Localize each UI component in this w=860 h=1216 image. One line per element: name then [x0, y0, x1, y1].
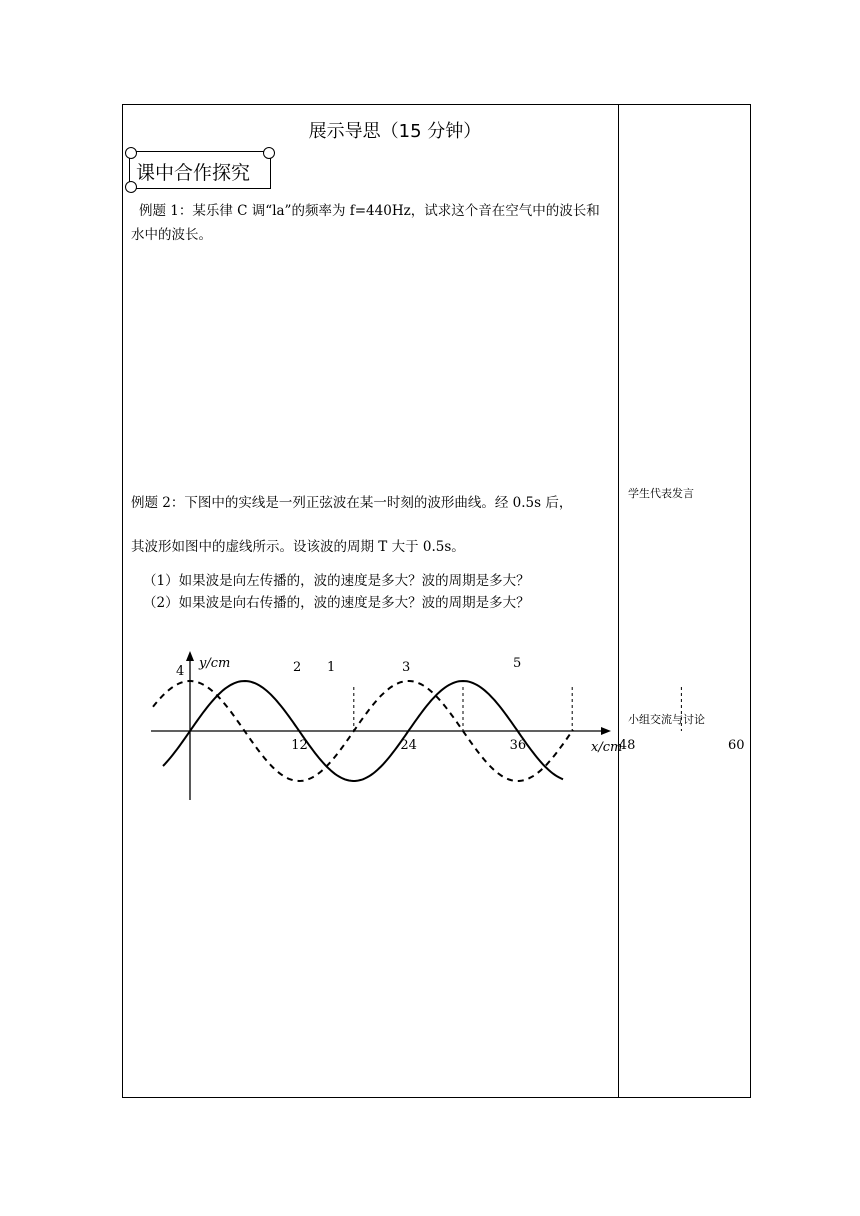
x-tick-label: 12	[291, 738, 308, 753]
peak-label: 3	[402, 660, 411, 675]
x-tick-label: 48	[618, 738, 636, 753]
scroll-banner	[129, 151, 271, 189]
peak-label: 2	[293, 660, 302, 675]
question-2: （2）如果波是向右传播的，波的速度是多大？波的周期是多大？	[143, 595, 530, 611]
banner-label: 课中合作探究	[136, 162, 251, 184]
x-axis-label: x/cm	[591, 740, 623, 755]
y-axis-label: y/cm	[199, 656, 231, 671]
scroll-curl-right-icon	[263, 147, 275, 159]
side-note-student-speak: 学生代表发言	[628, 487, 694, 500]
peak-label: 5	[513, 656, 522, 671]
example-1-text: 例题 1：某乐律 C 调“la”的频率为 f=440Hz，试求这个音在空气中的波长和水中的波长。	[131, 203, 600, 243]
x-axis-arrow-icon	[601, 727, 611, 735]
x-tick-label: 24	[400, 738, 417, 753]
example-2-line-1: 例题 2：下图中的实线是一列正弦波在某一时刻的波形曲线。经 0.5s 后，	[131, 495, 573, 511]
x-tick-label: 36	[509, 738, 527, 753]
y-axis-arrow-icon	[186, 651, 194, 661]
peak-label: 4	[176, 664, 185, 679]
question-1: （1）如果波是向左传播的，波的速度是多大？波的周期是多大？	[143, 573, 530, 589]
section-title: 展示导思（15 分钟）	[308, 121, 482, 142]
column-divider	[618, 105, 619, 1097]
example-2-line-2: 其波形如图中的虚线所示。设该波的周期 T 大于 0.5s。	[131, 539, 465, 555]
x-tick-labels	[291, 738, 744, 753]
x-tick-label: 60	[728, 738, 745, 753]
lesson-table	[122, 104, 751, 1098]
side-note-group-discussion: 小组交流与讨论	[628, 713, 705, 726]
peak-label: 1	[327, 660, 336, 675]
